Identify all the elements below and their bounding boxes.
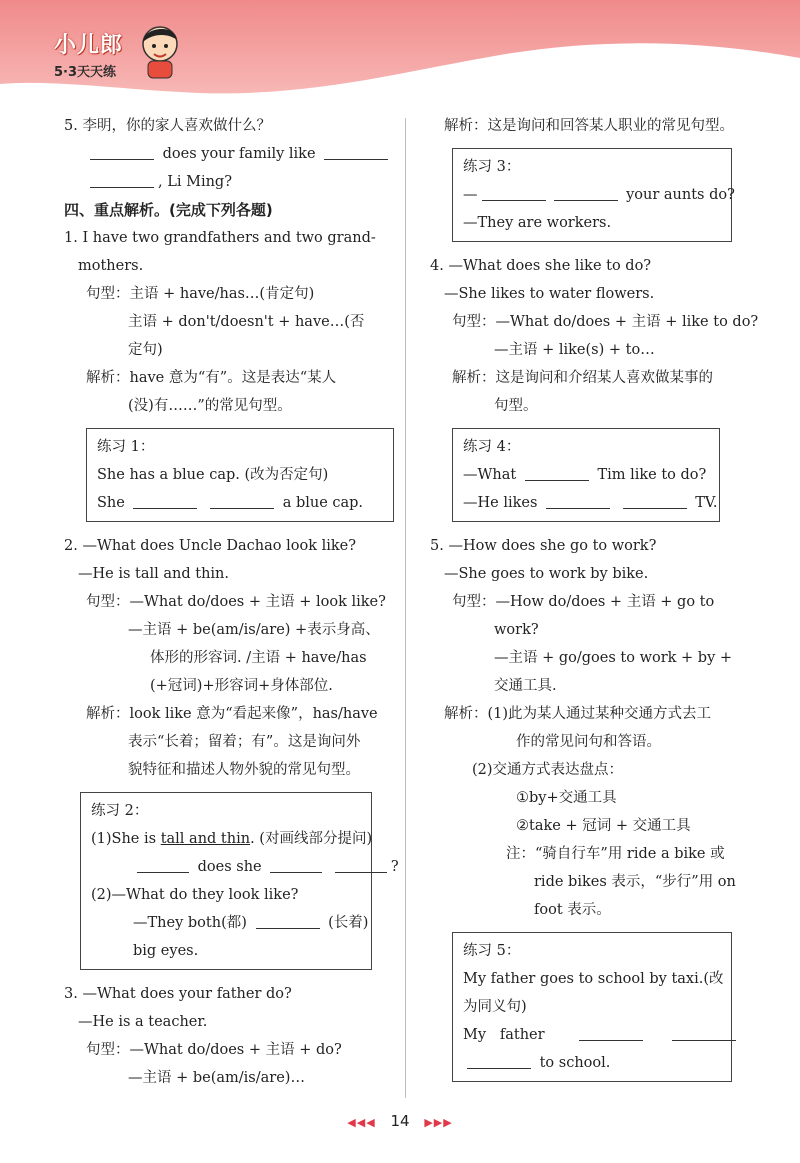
ex4-line1 <box>463 461 709 489</box>
answer-blank[interactable] <box>525 464 589 481</box>
p2-question: 2. —What does Uncle Dachao look like? <box>64 538 357 554</box>
exercise-title: 练习 5： <box>463 943 521 959</box>
q5-line2 <box>64 168 394 196</box>
p4-answer: —She likes to water flowers. <box>444 286 655 302</box>
p5-analysis-6: 注：“骑自行车”用 ride a bike 或 <box>506 846 725 862</box>
ex2-line4 <box>91 909 369 937</box>
p1-pattern-2: 主语 + don't/doesn't + have…(否 <box>128 314 365 330</box>
p5-pattern-2: work? <box>494 622 539 638</box>
p5-analysis-5: ②take + 冠词 + 交通工具 <box>516 818 691 834</box>
p2-analysis-2: 表示“长着；留着；有”。这是询问外 <box>128 734 361 750</box>
p5-analysis: 解析：(1)此为某人通过某种交通方式去工 <box>444 706 712 722</box>
p4-pattern: 句型：—What do/does + 主语 + like to do? <box>452 314 759 330</box>
exercise-box-2 <box>80 792 399 970</box>
answer-blank[interactable] <box>467 1052 531 1069</box>
answer-blank[interactable] <box>482 184 546 201</box>
answer-blank[interactable] <box>270 856 322 873</box>
answer-blank[interactable] <box>546 492 610 509</box>
answer-blank[interactable] <box>623 492 687 509</box>
p5-analysis-4: ①by+交通工具 <box>516 790 617 806</box>
answer-blank[interactable] <box>210 492 274 509</box>
p4-analysis-2: 句型。 <box>494 398 538 414</box>
p1-pattern: 句型：主语 + have/has…(肯定句) <box>86 286 315 302</box>
p5-answer: —She goes to work by bike. <box>444 566 649 582</box>
page-number: 14 <box>390 1112 410 1130</box>
question-mark: ? <box>390 859 399 875</box>
p5-pattern-3: —主语 + go/goes to work + by + <box>494 650 733 666</box>
p5-analysis-3: (2)交通方式表达盘点： <box>472 762 624 778</box>
ex1-line2 <box>97 489 383 517</box>
exercise-box-1 <box>86 428 394 522</box>
ex4-line2 <box>463 489 718 517</box>
page-footer <box>0 1112 800 1130</box>
ex4-line2-start: —He likes <box>463 495 538 511</box>
answer-blank[interactable] <box>90 171 154 188</box>
p2-analysis-3: 貌特征和描述人物外貌的常见句型。 <box>128 762 360 778</box>
exercise-box-5 <box>452 932 732 1082</box>
ex4-line2-end: TV. <box>695 495 718 511</box>
p5-analysis-8: foot 表示。 <box>534 902 611 918</box>
logo-subtitle: 5·3天天练 <box>54 65 117 80</box>
p3-question: 3. —What does your father do? <box>64 986 292 1002</box>
exercise-box-3 <box>452 148 735 242</box>
answer-blank[interactable] <box>137 856 189 873</box>
ex4-line1-end: Tim like to do? <box>597 467 707 483</box>
p5-analysis-2: 作的常见问句和答语。 <box>516 734 661 750</box>
exercise-title: 练习 4： <box>463 439 521 455</box>
p2-analysis: 解析：look like 意为“看起来像”，has/have <box>86 706 378 722</box>
p5-pattern: 句型：—How do/does + 主语 + go to <box>452 594 715 610</box>
ex1-line2-end: a blue cap. <box>282 495 364 511</box>
p1-analysis: 解析：have 意为“有”。这是表达“某人 <box>86 370 337 386</box>
ex2-line1-end: . (对画线部分提问) <box>250 831 373 847</box>
ex5-line3-text: My father <box>463 1027 545 1043</box>
ex2-line3: (2)—What do they look like? <box>91 887 299 903</box>
p2-pattern-4: (+冠词)+形容词+身体部位. <box>150 678 333 694</box>
answer-blank[interactable] <box>256 912 320 929</box>
ex1-line1: She has a blue cap. (改为否定句) <box>97 467 329 483</box>
mascot-icon <box>138 22 182 80</box>
p4-analysis: 解析：这是询问和介绍某人喜欢做某事的 <box>452 370 713 386</box>
q5-line1 <box>64 140 394 168</box>
logo-title: 小儿郎 <box>54 33 124 58</box>
ex2-line4-end: (长着) <box>328 915 369 931</box>
p5-pattern-4: 交通工具. <box>494 678 557 694</box>
ex3-dash: — <box>463 187 478 203</box>
ex2-line4-start: —They both(都) <box>133 915 247 931</box>
q5-chinese: 5. 李明，你的家人喜欢做什么？ <box>64 118 271 134</box>
ex5-line4 <box>463 1049 721 1077</box>
p2-pattern-3: 体形的形容词. /主语 + have/has <box>150 650 367 666</box>
exercise-title: 练习 3： <box>463 159 521 175</box>
ex5-line1: My father goes to school by taxi.(改 <box>463 971 724 987</box>
p2-pattern-2: —主语 + be(am/is/are) +表示身高、 <box>128 622 380 638</box>
ex1-line2-start: She <box>97 495 125 511</box>
exercise-title: 练习 2： <box>91 803 149 819</box>
answer-blank[interactable] <box>579 1024 643 1041</box>
ex4-line1-start: —What <box>463 467 517 483</box>
section-heading: 四、重点解析。(完成下列各题) <box>64 201 273 219</box>
p3-pattern: 句型：—What do/does + 主语 + do? <box>86 1042 342 1058</box>
p3-analysis: 解析：这是询问和回答某人职业的常见句型。 <box>444 118 734 134</box>
p4-question: 4. —What does she like to do? <box>430 258 652 274</box>
p1-pattern-3: 定句) <box>128 342 163 358</box>
answer-blank[interactable] <box>335 856 387 873</box>
ex3-line1-text: your aunts do? <box>626 187 735 203</box>
ex2-line1 <box>91 825 373 853</box>
q5-line1-text: does your family like <box>162 146 316 162</box>
p2-pattern: 句型：—What do/does + 主语 + look like? <box>86 594 386 610</box>
answer-blank[interactable] <box>324 143 388 160</box>
p4-pattern-2: —主语 + like(s) + to… <box>494 342 655 358</box>
ex5-line2: 为同义句) <box>463 999 527 1015</box>
ex5-line4-text: to school. <box>539 1055 611 1071</box>
exercise-box-4 <box>452 428 720 522</box>
ex2-line5: big eyes. <box>133 943 199 959</box>
ex5-line3 <box>463 1021 721 1049</box>
p1-sentence-1: 1. I have two grandfathers and two grand- <box>64 230 376 246</box>
ex2-line1-start: (1)She is <box>91 831 161 847</box>
p5-analysis-7: ride bikes 表示，“步行”用 on <box>534 874 736 890</box>
p1-analysis-2: (没)有……”的常见句型。 <box>128 398 292 414</box>
right-arrows-icon: ▶▶▶ <box>424 1116 453 1129</box>
right-column <box>430 112 760 1092</box>
p5-question: 5. —How does she go to work? <box>430 538 657 554</box>
ex2-line2 <box>91 853 399 881</box>
column-divider <box>405 118 406 1098</box>
p3-answer: —He is a teacher. <box>78 1014 208 1030</box>
left-arrows-icon: ◀◀◀ <box>347 1116 376 1129</box>
answer-blank[interactable] <box>672 1024 736 1041</box>
ex2-line2-text: does she <box>197 859 262 875</box>
ex3-line1 <box>463 181 735 209</box>
answer-blank[interactable] <box>554 184 618 201</box>
answer-blank[interactable] <box>133 492 197 509</box>
q5-line2-text: , Li Ming? <box>158 174 232 190</box>
logo <box>54 28 123 80</box>
p3-pattern-2: —主语 + be(am/is/are)… <box>128 1070 305 1086</box>
p1-sentence-2: mothers. <box>78 258 144 274</box>
underlined-phrase: tall and thin <box>160 831 251 847</box>
p2-answer: —He is tall and thin. <box>78 566 230 582</box>
answer-blank[interactable] <box>90 143 154 160</box>
left-column <box>64 112 399 1092</box>
ex3-line2: —They are workers. <box>463 215 612 231</box>
exercise-title: 练习 1： <box>97 439 155 455</box>
